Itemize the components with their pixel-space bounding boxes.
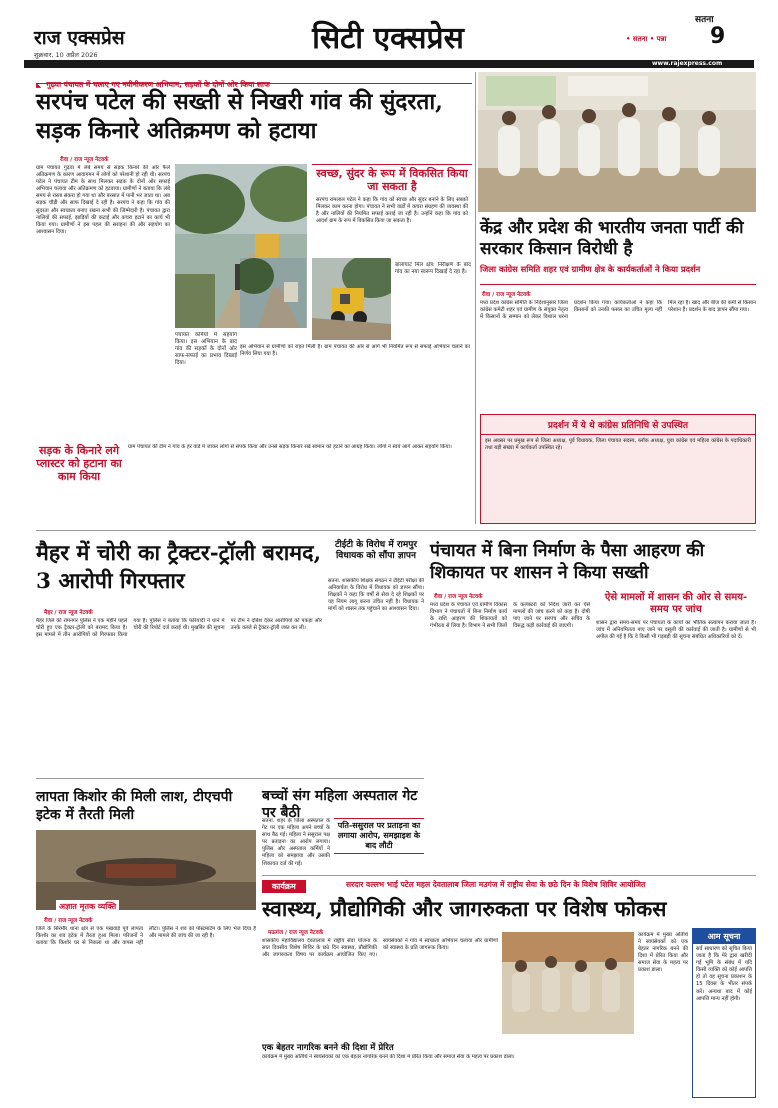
divider-horizontal-bottom [262, 875, 756, 876]
brand-logo: राज एक्सप्रेस [34, 27, 125, 49]
attendees-title: प्रदर्शन में ये थे कांग्रेस प्रतिनिधि से उपस्थित [481, 415, 755, 435]
divider-horizontal-mid [36, 530, 756, 531]
story8-label: कार्यक्रम [262, 880, 306, 893]
story1-headline: सरपंच पटेल की सख्ती से निखरी गांव की सुंदरता, सड़क किनारे अतिक्रमण को हटाया [36, 89, 443, 144]
story2-attendees-box [480, 414, 756, 524]
story8-photo [502, 932, 634, 1034]
story5-byline: रीवा / राज न्यूज नेटवर्क [434, 594, 483, 600]
story1-photo-yellow-jcb [312, 258, 391, 340]
story8-caption-side: कार्यक्रम में मुख्य अतिथि ने स्वयंसेवकों को एक बेहतर नागरिक बनने की दिशा में प्रेरित किया और समाज सेवा के महत्व पर प्रकाश डाला। [638, 932, 688, 974]
story8-caption-title: एक बेहतर नागरिक बनने की दिशा में प्रेरित [262, 1043, 394, 1053]
story8-body: शासकीय महाविद्यालय देवतालाब में राष्ट्रीय सेवा योजना के सात दिवसीय विशेष शिविर के छठे दिन स्वास्थ्य, प्रौद्योगिकी और जागरुकता विषय पर कार्यक्रम आयोजित किए गए। स्वयंसेवकों ने गांव में स्वच्छता अभियान चलाया और ग्रामीणों को स्वास्थ्य के प्रति जागरूक किया। [262, 938, 498, 959]
issue-date: शुक्रवार, 10 अप्रैल 2026 [34, 51, 98, 59]
story8-byline: मऊगंज / राज न्यूज नेटवर्क [268, 930, 324, 936]
story3-byline: मैहर / राज न्यूज नेटवर्क [44, 610, 93, 616]
box-clean-village [312, 164, 472, 256]
kicker-text: गुढ़वा पंचायत में चलाए गए नवीनीकरण अभियान, सड़कों के दोनों ओर किया साफ [46, 80, 270, 89]
story1-kicker [36, 72, 472, 89]
story3-body: मैहर जिले की रामनगर पुलिस ने एक महीने पहले चोरी हुए एक ट्रैक्टर-ट्रॉली को बरामद किया है। इस मामले में तीन आरोपियों को गिरफ्तार किया गया है। पुलिस ने बताया कि फरियादी ने थाने में चोरी की रिपोर्ट दर्ज कराई थी। मुखबिर की सूचना पर टीम ने दबिश देकर आरोपियों को पकड़ा और उनके कब्जे से ट्रैक्टर-ट्रॉली जब्त कर ली। [36, 618, 322, 639]
story1-body: ग्राम पंचायत गुढ़वा में लंबे समय से सड़क किनारे की ओर फैले अतिक्रमण के कारण आवागमन में लोगों को परेशानी हो रही थी। सरपंच पटेल ने पंचायत टीम के साथ मिलकर सड़क के दोनों ओर सफाई अभियान चलाया और अतिक्रमण को हटवाया। ग्रामीणों ने बताया कि लंबे समय से रास्ता संकरा हो गया था और बरसात में पानी भर जाता था। अब सड़क चौड़ी और साफ दिखाई दे रही है। सरपंच ने कहा कि गांव की सुंदरता और स्वच्छता बनाए रखना सभी की जिम्मेदारी है। पंचायत द्वारा नालियों की सफाई, झाड़ियों की कटाई और कचरा हटाने का कार्य भी किया गया। ग्रामीणों ने इस पहल की सराहना की और सहयोग का आश्वासन दिया। [36, 165, 170, 235]
story1-lower-body: इस अभियान से ग्रामीणों को राहत मिली है। ग्राम पंचायत की ओर से आगे भी नियमित रूप से सफाई अभियान चलाने का निर्णय लिया गया है। [240, 344, 470, 358]
breadcrumb: • सतना • पन्ना [626, 35, 667, 43]
story1-photo-caption-left: पंचायत कर्मियों में सहयोग किया। इस अभियान के बाद गांव की सड़कों के दोनों ओर साफ-सफाई का प्रभाव दिखाई दिया। [175, 332, 237, 366]
story2-rule [480, 284, 756, 285]
story5-headline: पंचायत में बिना निर्माण के पैसा आहरण की शिकायत पर शासन ने किया सख्ती [430, 541, 705, 583]
public-notice [692, 928, 756, 1098]
story5-box [596, 592, 756, 872]
divider-horizontal-lower [36, 778, 424, 779]
story6-body: जिले के सिरमौर थाना क्षेत्र से एक पखवाड़े पूर्व लापता किशोर का शव इटेक में तैरता हुआ मिला। परिजनों ने बताया कि किशोर घर से निकला था और वापस नहीं लौटा। पुलिस ने शव को पोस्टमार्टम के लिए भेज दिया है और मामले की जांच की जा रही है। [36, 926, 256, 947]
kicker-arrow-icon: ◣ [36, 81, 42, 89]
story1-sidebar [36, 444, 122, 516]
story1-photo-caption-right: बालाघाट मिल क्षेत्र: निरीक्षण के बाद गांव का नया स्वरूप दिखाई दे रहा है। [395, 262, 471, 275]
page-number: 9 [710, 24, 726, 49]
story5-body: मध्य प्रदेश के पंचायत एवं ग्रामीण विकास विभाग ने पंचायतों में बिना निर्माण कार्य के राशि आहरण की शिकायतों को गंभीरता से लिया है। विभाग ने सभी जिलों के कलेक्टरों को निर्देश जारी कर ऐसे मामलों की जांच करने को कहा है। दोषी पाए जाने पर सरपंच और सचिव के विरुद्ध कड़ी कार्रवाई की जाएगी। [430, 602, 590, 630]
story6-byline: रीवा / राज न्यूज नेटवर्क [44, 918, 93, 924]
story7-body: सतना. शहर के जिला अस्पताल के गेट पर एक महिला अपने बच्चों के साथ बैठ गई। महिला ने ससुराल पक्ष पर प्रताड़ना का आरोप लगाया। पुलिस और अस्पताल कर्मियों ने महिला को समझाया और उसकी शिकायत दर्ज की गई। [262, 818, 330, 867]
story6-photo-tag: अज्ञात मृतक व्यक्ति [56, 900, 119, 913]
story1-photo-street [240, 258, 306, 328]
story5-box-title: ऐसे मामलों में शासन की ओर से समय-समय पर जांच [604, 592, 748, 615]
box-clean-body: सरपंच रामलाल पटेल ने कहा कि गांव को स्वच्छ और सुंदर बनाने के लिए सबको मिलकर काम करना होगा। पंचायत ने सभी वार्डों में कचरा संग्रहण की व्यवस्था की है और नालियों की नियमित सफाई कराई जा रही है। उन्होंने कहा कि गांव को आदर्श ग्राम के रूप में विकसित किया जा सकता है। [316, 197, 468, 225]
story8-headline: स्वास्थ्य, प्रौद्योगिकी और जागरुकता पर विशेष फोकस [262, 896, 667, 921]
story6-headline: लापता किशोर की मिली लाश, टीएचपी इटेक में तैरती मिली [36, 789, 233, 823]
story7-headline: बच्चों संग महिला अस्पताल गेट पर बैठी [262, 788, 418, 821]
sidebar-body: ग्राम पंचायत की टीम ने गांव के हर वार्ड में जाकर लोगों से संपर्क किया और उनसे सड़क किनारे रखे सामान को हटाने का आग्रह किया। लोगों ने स्वयं आगे आकर सहयोग किया। [128, 444, 452, 450]
story2-subhead: जिला कांग्रेस समिति शहर एवं ग्रामीण क्षेत्र के कार्यकर्ताओं ने किया प्रदर्शन [480, 264, 701, 274]
story8-kicker: सरदार वल्लभ भाई पटेल महल देवतालाब जिला मउगंज में राष्ट्रीय सेवा के छठे दिन के विशेष शिविर आयोजित [346, 880, 646, 889]
story1-byline: रीवा / राज न्यूज नेटवर्क [60, 157, 109, 163]
box-clean-title: स्वच्छ, सुंदर के रूप में विकसित किया जा सकता है [316, 167, 468, 193]
story5-box-body: शासन द्वारा समय-समय पर पंचायतों के कार्यों का भौतिक सत्यापन कराया जाता है। जांच में अनियमितता पाए जाने पर वसूली की कार्रवाई की जाती है। ग्रामीणों से भी अपील की गई है कि वे किसी भी गड़बड़ी की सूचना संबंधित अधिकारियों को दें। [596, 620, 756, 641]
attendees-body: इस अवसर पर प्रमुख रूप से जिला अध्यक्ष, पूर्व विधायक, जिला पंचायत सदस्य, ब्लॉक अध्यक्ष, युवा कांग्रेस एवं महिला कांग्रेस के पदाधिकारी तथा बड़ी संख्या में कार्यकर्ता उपस्थित रहे। [485, 438, 751, 452]
city-label: सतना [695, 15, 714, 25]
story6-photo [36, 830, 256, 910]
story7-side-box: पति-ससुराल पर प्रताड़ना का लगाया आरोप, समझाइश के बाद लौटी [334, 818, 424, 854]
website-url[interactable]: www.rajexpress.com [652, 60, 723, 67]
story3-headline: मैहर में चोरी का ट्रैक्टर-ट्रॉली बरामद, 3 आरोपी गिरफ्तार [36, 541, 322, 594]
sidebar-title: सड़क के किनारे लगे प्लास्टर को हटाना का काम किया [36, 444, 122, 483]
story8-caption-body: कार्यक्रम में मुख्य अतिथि ने स्वयंसेवकों को एक बेहतर नागरिक बनने की दिशा में प्रेरित किया और समाज सेवा के महत्व पर प्रकाश डाला। [262, 1054, 515, 1060]
story2-headline: केंद्र और प्रदेश की भारतीय जनता पार्टी की सरकार किसान विरोधी है [480, 218, 744, 259]
masthead-bar [24, 60, 754, 68]
divider-vertical-top [475, 72, 476, 524]
story4-body: सतना. शासकीय शिक्षक संगठन ने टीईटी परीक्षा की अनिवार्यता के विरोध में विधायक को ज्ञापन सौंपा। शिक्षकों ने कहा कि वर्षों से सेवा दे रहे शिक्षकों पर यह नियम लागू करना उचित नहीं है। विधायक ने मांगों को शासन तक पहुंचाने का आश्वासन दिया। [328, 578, 424, 613]
story2-byline: रीवा / राज न्यूज नेटवर्क [482, 292, 531, 298]
story4-headline: टीईटी के विरोध में रामपुर विधायक को सौंपा ज्ञापन [334, 540, 418, 561]
notice-body: सर्व साधारण को सूचित किया जाता है कि मेरे द्वारा खरीदी गई भूमि के संबंध में यदि किसी व्यक्ति को कोई आपत्ति हो तो वह सूचना प्रकाशन के 15 दिवस के भीतर संपर्क करें। अन्यथा बाद में कोई आपत्ति मान्य नहीं होगी। [696, 946, 752, 1002]
story2-body: मध्य प्रदेश कांग्रेस समिति के निर्देशानुसार जिला कांग्रेस कमेटी शहर एवं ग्रामीण के संयुक्त नेतृत्व में किसानों के सम्मान को लेकर विशाल धरना प्रदर्शन किया गया। कार्यकर्ताओं ने कहा कि किसानों को उनकी फसल का उचित मूल्य नहीं मिल रहा है। खाद और बीज की कमी से किसान परेशान हैं। प्रदर्शन के बाद ज्ञापन सौंपा गया। [480, 300, 756, 321]
masthead [0, 0, 778, 70]
section-title: सिटी एक्सप्रेस [312, 21, 464, 56]
story2-photo-protest [478, 72, 756, 212]
notice-title: आम सूचना [693, 929, 755, 944]
